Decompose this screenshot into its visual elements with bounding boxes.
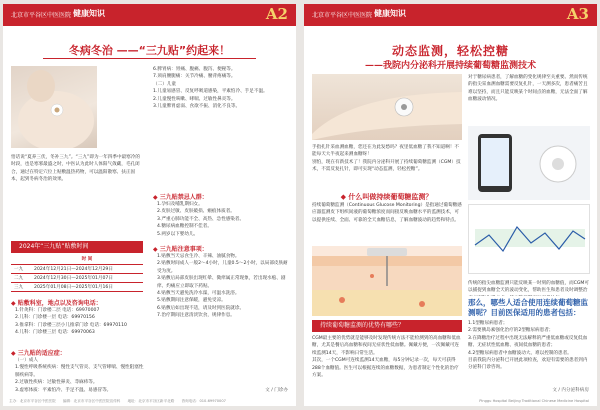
list-item: 2.儿童慢性咳嗽、哮喘、过敏性鼻炎等。	[153, 96, 236, 102]
right-header	[304, 4, 597, 26]
left-header	[3, 4, 296, 26]
list-item: 7.治疗期间注意清淡饮食，规律作息。	[157, 313, 235, 319]
right-page	[304, 4, 597, 406]
paragraph: 目前我院内分泌科已开展此项检查，欢迎有需要的患者到内分泌科门诊咨询。	[468, 358, 588, 371]
paragraph: CGM最主要的优势就是能够及时发现传统方法不能检测到的高血糖和低血糖，尤其是餐后高血糖和夜间无症状性低血糖。佩戴方便，一次佩戴可连续监测14天，不影响日常生活。	[312, 336, 461, 356]
list-item: 1.贴敷当天忌食生冷、辛辣、油腻食物。	[157, 254, 240, 259]
page-number: A3	[566, 5, 589, 23]
question-text: 什么叫做持续葡萄糖监测？	[348, 193, 433, 201]
sec3-list	[157, 201, 289, 241]
patch-illustration-icon	[11, 66, 97, 148]
list-item: 1.孕妇及哺乳期妇女。	[157, 202, 203, 207]
intro-p1	[468, 74, 590, 124]
sites-title-text: 贴敷科室，地点以及咨询电话：	[17, 300, 102, 307]
schedule-table	[11, 255, 143, 292]
sec4-title-text: 三九贴注意事项：	[159, 246, 208, 253]
list-item: 1.1型糖尿病患者；	[468, 321, 508, 326]
site-phone: 电话：69970156	[57, 315, 95, 321]
table-row	[11, 282, 143, 291]
list-item: 2.过敏性疾病：过敏性鼻炎、荨麻疹等。	[15, 380, 98, 386]
list-item	[15, 314, 145, 321]
site-phone: 电话：69970007	[62, 308, 100, 313]
sec2-list	[15, 357, 145, 395]
sec4-title: ◆ 三九贴注意事项：	[153, 246, 208, 253]
time-cell: 2024年12月21日—2024年12月29日	[31, 264, 143, 273]
site-phone: 电话：69970110	[89, 322, 127, 328]
left-signature: 文 / 门诊办	[265, 388, 288, 393]
intro-p2	[312, 144, 462, 188]
header-org: 北京市平谷区中医医院	[11, 12, 72, 19]
list-item: （二）儿童	[153, 81, 176, 87]
skin-sensor-diagram	[312, 246, 462, 316]
right-footer: Pinggu Hospital Beijing Traditional Chinese Medicine Hospital	[479, 399, 589, 403]
sec3-title-text: 三九贴禁忌人群：	[159, 194, 208, 201]
question-what-cgm: ◆ 什么叫做持续葡萄糖监测？	[340, 193, 433, 201]
advantages-text	[312, 335, 462, 395]
list-item: 3.贴敷后局部皮肤出现红晕、微痒属正常现象，若出现水疱、剧痒、灼痛应立即取下药贴。	[157, 276, 286, 289]
list-item: 3.虚寒体质：平素怕冷、手足不温、易感冒等。	[15, 387, 112, 393]
right-title: 动态监测，轻松控糖	[391, 44, 509, 58]
eligible-question: 那么，哪些人适合使用连续葡萄糖监测呢？目前医保适用的患者包括：	[468, 298, 588, 317]
paragraph: 别怕，现在有新技术了！我院内分泌科开展了持续葡萄糖监测（CGM）技术，不需反复扎针，即可实现“动态监测，轻松控糖”。	[312, 159, 461, 173]
time-cell: 2024年12月30日—2025年01月07日	[31, 273, 143, 282]
header-section: 健康知识	[374, 9, 406, 18]
table-header-row	[11, 255, 143, 264]
right-signature: 文 / 内分泌科病房	[552, 388, 589, 393]
skin-layer-icon	[312, 246, 462, 316]
list-item: 3.在降糖治疗过程中出现无法解释的严重低血糖或反复低血糖、无症状性低血糖、夜间低血糖的患者；	[468, 335, 588, 349]
left-title: 冬病冬治 ——“三九贴”约起来！	[68, 44, 231, 57]
paragraph: 持续葡萄糖监测（Continuous Glucose Monitoring）是指通过葡萄糖感应器监测皮下组织间液的葡萄糖浓度而间接反映血糖水平的监测技术，可以提供连续、全面、可靠的全天血糖信息，了解血糖波动的趋势和特点。	[312, 203, 462, 223]
list-item: 7.颈肩腰腿痛：关节冷痛、腰背疼痛等。	[153, 74, 236, 80]
sec4-list	[157, 253, 289, 385]
left-page	[3, 4, 296, 406]
list-item: 6.脾胃病：胃痛、腹痛、腹泻、便秘等。	[153, 67, 236, 72]
patch-photo	[11, 66, 97, 148]
intro-text	[11, 154, 143, 228]
list-top	[153, 66, 289, 126]
arm-sensor-icon	[312, 74, 462, 140]
list-item: 4.糖尿病血糖控制不佳者。	[157, 224, 212, 230]
paragraph: 对于糖尿病患者，了解血糖的变化规律至关重要。然而传统的指尖采血测血糖需要反复扎针，一天测多次，患者痛苦且难以坚持，而且只能反映某个时间点的血糖，无法全面了解血糖波动情况。	[468, 75, 588, 103]
list-item: 6.贴敷后如出现不适，请及时到医院就诊。	[157, 305, 245, 311]
list-item: 1.慢性呼吸系统疾病：慢性支气管炎、支气管哮喘、慢性阻塞性肺疾病等。	[15, 365, 144, 378]
list-item	[15, 329, 145, 336]
sec3-title: ◆ 三九贴禁忌人群：	[153, 194, 208, 201]
list-item: 2.需要胰岛素强化治疗的2型糖尿病患者；	[468, 328, 554, 334]
list-item: 5.两岁以下婴幼儿。	[157, 231, 199, 237]
paragraph: 其次，一个CGM可连续监测14天血糖，每5分钟记录一次，每天可获得288个血糖值。医生可以根据连续的血糖数据，为患者制定个性化的治疗方案。	[312, 358, 459, 379]
site-name: 1.针灸科：门诊楼二层	[15, 308, 61, 313]
phone-device-icon	[468, 126, 590, 200]
list-item: 1.儿童易感冒、反复呼吸道感染，平素怕冷、手足不温。	[153, 89, 268, 95]
sec2-title: ◆ 三九贴的适应症：	[11, 350, 66, 357]
right-subtitle: ——我院内分泌科开展持续葡萄糖监测技术	[364, 61, 536, 71]
phase-cell: 一九	[11, 264, 31, 273]
site-name: 3.推拿科：门诊楼三层小儿推拿门诊	[15, 322, 89, 328]
list-item: 4.贴敷当天避免洗冷水澡，可温水洗浴。	[157, 291, 240, 297]
table-row	[11, 264, 143, 273]
sites-list	[15, 307, 145, 345]
list-item: （一）成人	[15, 358, 38, 363]
table-row	[11, 273, 143, 282]
list-item: 4.2型糖尿病患者中血糖波动大、难以控制的患者。	[468, 350, 572, 356]
table-header-cell	[11, 255, 31, 264]
list-item	[15, 307, 145, 314]
phase-cell: 三九	[11, 282, 31, 291]
glucose-graph-icon	[469, 205, 590, 274]
site-name: 4.儿科：门诊楼三层	[15, 330, 57, 336]
eligible-list	[468, 320, 590, 378]
site-phone: 电话：69970063	[57, 330, 95, 336]
sec2-title-text: 三九贴的适应症：	[17, 350, 66, 357]
glucose-curve-photo	[468, 204, 590, 274]
page-number: A2	[265, 5, 288, 23]
header-org: 北京市平谷区中医医院	[312, 12, 373, 19]
list-item	[15, 322, 145, 329]
advantages-title-bar: 持续葡萄糖监测的优势有哪些？	[312, 320, 462, 332]
list-item: 3.严重心肺功能不全、高热、急性感染者。	[157, 216, 245, 222]
site-name: 2.儿科：门诊楼一层	[15, 315, 57, 321]
time-cell: 2025年01月08日—2025年01月16日	[31, 282, 143, 291]
title-underline	[43, 58, 256, 59]
list-item: 2.皮肤过敏、皮肤破损、瘢痕体质者。	[157, 209, 235, 215]
list-item: 2.贴敷时间成人一般2～4小时，儿童0.5～2小时，以局部皮肤耐受为度。	[157, 261, 288, 274]
cgm-device-photo	[468, 126, 590, 200]
cgm-sensor-photo	[312, 74, 462, 140]
cgm-definition	[312, 202, 462, 244]
left-footer: 主办：北京市平谷区中医医院 编辑：北京市平谷区中医医院宣传科 地址：北京市平谷区新平北路 咨询电话：010-69970007	[9, 399, 226, 403]
phase-cell: 二九	[11, 273, 31, 282]
schedule-title-bar: 2024年“三九贴”贴敷时间	[11, 241, 143, 253]
sites-title: ◆ 贴敷科室，地点以及咨询电话：	[11, 300, 102, 307]
cgm-note	[468, 280, 590, 296]
paragraph: 传统的指尖血糖监测只能反映某一时刻的血糖值，而CGM可以捕捉到血糖全天的波动变化，帮助医生和患者及时调整治	[468, 281, 589, 294]
paragraph: 手指扎针采血测血糖，您还在为此发愁吗？夜里低血糖了我不知道啊！不能每天大半夜起来测血糖呀！	[312, 145, 460, 158]
list-item: 5.贴敷期间注意保暖，避免受凉。	[157, 298, 226, 304]
intro-paragraph: 悟话说“夏养三伏，冬补三九”。“三九”即为一年四季中最寒冷的时段，也是寒邪最盛之时，中医认为此时人体阳气敛藏，毛孔闭合，通过在特定穴位上贴敷温热药物，可以温阳散寒、扶正固本，起到冬病冬治的效果。	[11, 155, 140, 183]
header-section: 健康知识	[73, 9, 105, 18]
table-header-cell: 时 间	[31, 255, 143, 264]
list-item: 3.儿童脾胃虚弱、食欲不振、消化不良等。	[153, 104, 241, 110]
